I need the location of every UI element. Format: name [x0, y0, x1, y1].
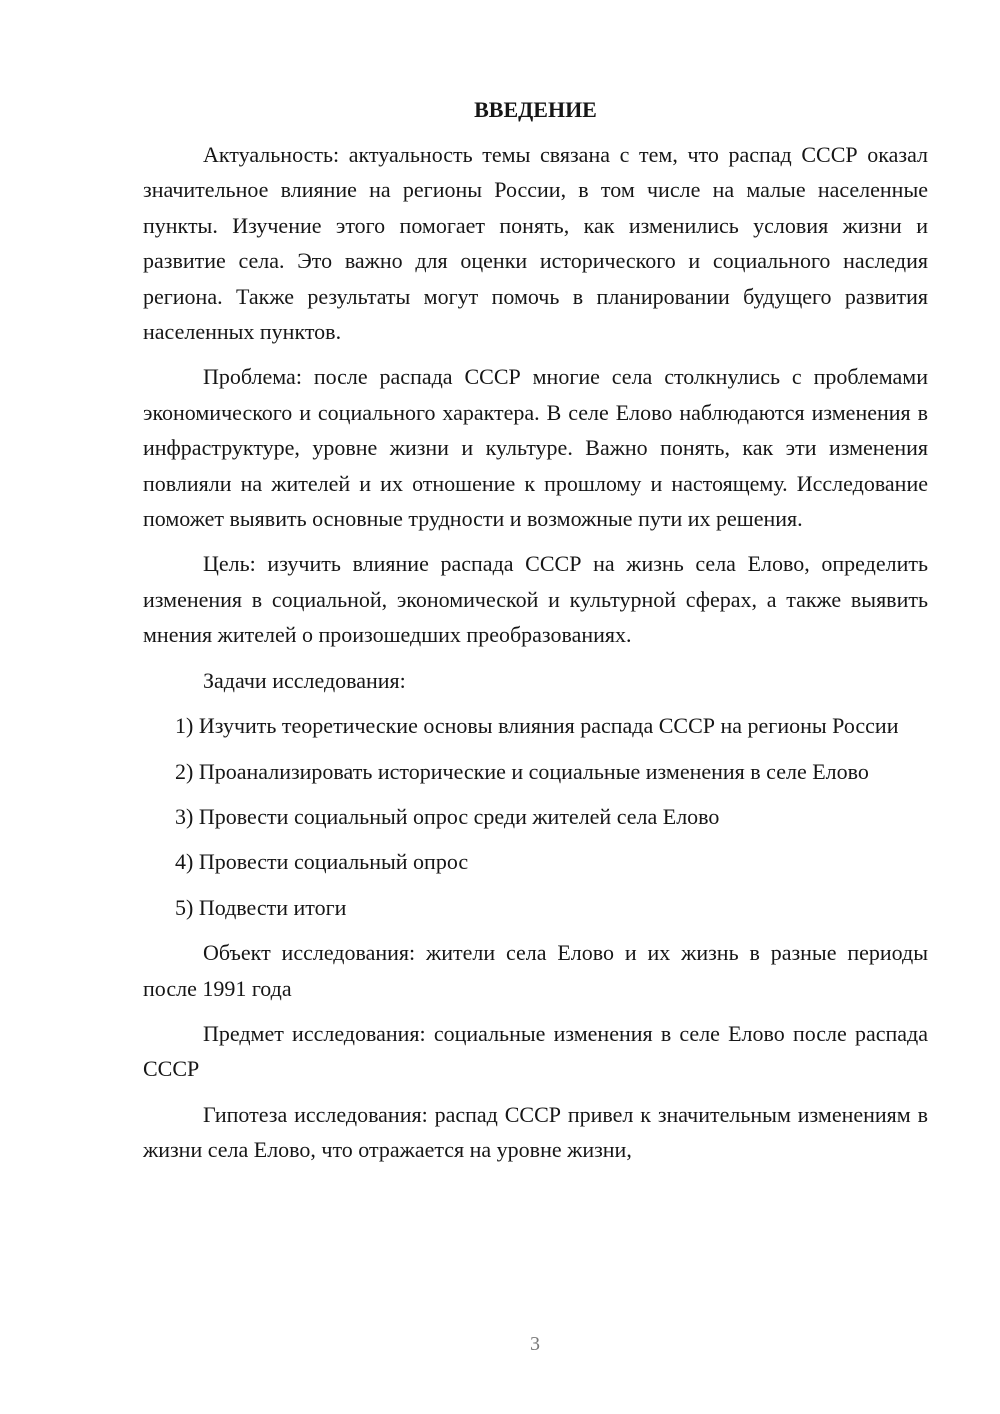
task-item-4: 4) Провести социальный опрос [175, 849, 469, 875]
paragraph-hypothesis: Гипотеза исследования: распад СССР привел к значительным изменениям в жизни села Елово, что отражается на уровне жизни, [143, 1101, 928, 1163]
paragraph-relevance: Актуальность: актуальность темы связана с тем, что распад СССР оказал значительное влияние на регионы России, в том числе на малые населенные пункты. Изучение этого помогает понять, как изменились условия жизни и развитие села. Это важно для оценки исторического и социального наследия региона. Также результаты могут помочь в планировании будущего развития населенных пунктов. [143, 142, 928, 345]
paragraph-problem: Проблема: после распада СССР многие села столкнулись с проблемами экономического и социального характера. В селе Елово наблюдаются изменения в инфраструктуре, уровне жизни и культуре. Важно понять, как эти изменения повлияли на жителей и их отношение к прошлому и настоящему. Исследование поможет выявить основные трудности и возможные пути их решения. [143, 364, 928, 532]
paragraph-goal: Цель: изучить влияние распада СССР на жизнь села Елово, определить изменения в социальной, экономической и культурной сферах, а также выявить мнения жителей о произошедших преобразованиях. [143, 551, 928, 648]
task-item-2: 2) Проанализировать исторические и социальные изменения в селе Елово [175, 758, 869, 784]
paragraph-subject: Предмет исследования: социальные изменения в селе Елово после распада СССР [143, 1020, 928, 1082]
document-page [143, 95, 928, 1168]
page-number: 3 [530, 1333, 540, 1355]
task-item-5: 5) Подвести итоги [175, 894, 347, 920]
task-item-3: 3) Провести социальный опрос среди жителей села Елово [175, 803, 720, 829]
task-item-1: 1) Изучить теоретические основы влияния распада СССР на регионы России [175, 713, 899, 739]
page-title: ВВЕДЕНИЕ [474, 97, 597, 122]
paragraph-tasks-intro: Задачи исследования: [203, 667, 406, 693]
paragraph-object: Объект исследования: жители села Елово и их жизнь в разные периоды после 1991 года [143, 940, 928, 1001]
